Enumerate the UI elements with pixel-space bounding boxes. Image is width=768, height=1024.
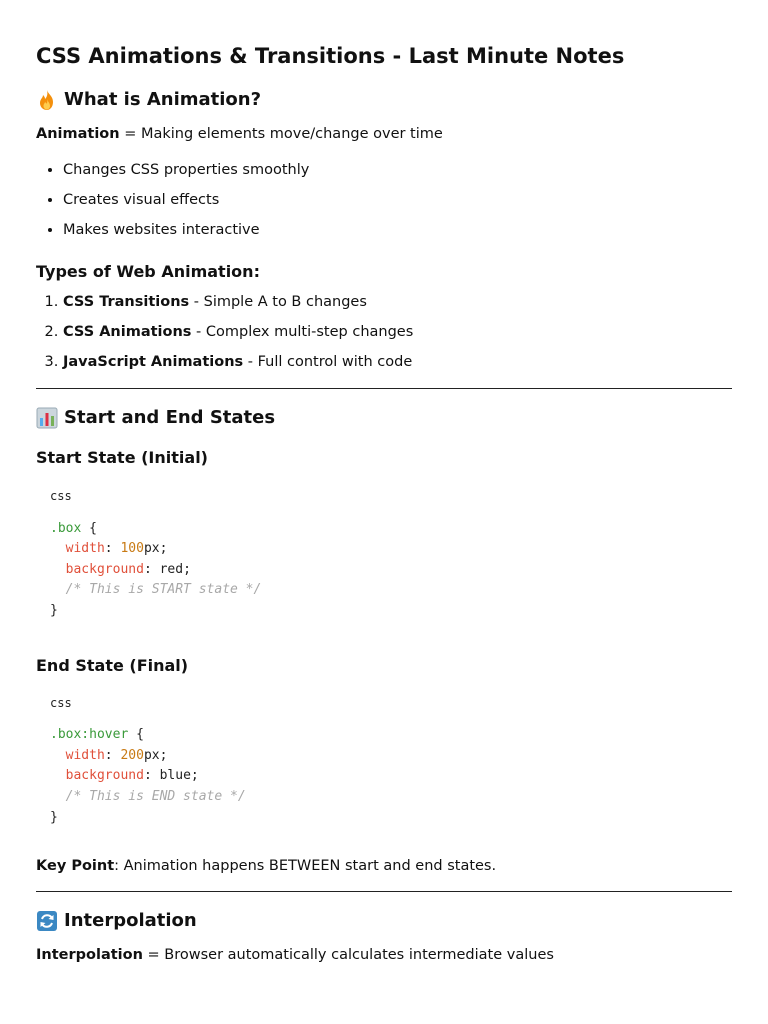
code-token: px; bbox=[143, 541, 168, 557]
code-token: { bbox=[81, 520, 97, 536]
code-token: : bbox=[104, 541, 121, 557]
key-point bbox=[36, 856, 732, 876]
list-item: • Makes websites interactive bbox=[63, 220, 732, 240]
type-term: CSS Animations bbox=[63, 324, 192, 340]
types-heading: Types of Web Animation: bbox=[36, 262, 260, 281]
code-token: px; bbox=[143, 747, 168, 763]
list-item bbox=[63, 352, 732, 372]
code-value: red; bbox=[151, 561, 191, 577]
interpolation-definition bbox=[36, 945, 732, 965]
animation-bullet-list bbox=[36, 160, 732, 240]
list-item: • Changes CSS properties smoothly bbox=[63, 160, 732, 180]
animation-definition bbox=[36, 124, 732, 144]
code-property: background bbox=[65, 561, 144, 577]
code-token: : bbox=[104, 747, 121, 763]
definition-term: Animation bbox=[36, 126, 120, 142]
code-content bbox=[50, 725, 732, 828]
code-language: css bbox=[50, 489, 72, 503]
key-point-term: Key Point bbox=[36, 858, 115, 875]
page-title: CSS Animations & Transitions - Last Minute Notes bbox=[36, 44, 625, 68]
section-heading-animation bbox=[36, 88, 732, 112]
list-item bbox=[63, 292, 732, 312]
start-code-block bbox=[36, 486, 732, 622]
key-point-text: : Animation happens BETWEEN start and end states. bbox=[114, 858, 497, 875]
code-value: blue; bbox=[151, 768, 199, 784]
code-number: 100 bbox=[120, 541, 144, 557]
code-property: width bbox=[65, 541, 105, 557]
section-heading-interpolation bbox=[36, 909, 732, 933]
code-selector: .box:hover bbox=[50, 727, 129, 743]
code-comment: /* This is END state */ bbox=[65, 788, 246, 804]
types-list bbox=[36, 292, 732, 372]
code-language: css bbox=[50, 695, 72, 710]
type-text: - Full control with code bbox=[243, 354, 413, 370]
code-number: 200 bbox=[120, 747, 144, 763]
code-comment: /* This is START state */ bbox=[65, 582, 262, 598]
section-heading-states bbox=[36, 406, 732, 430]
divider bbox=[36, 388, 732, 389]
code-property: width bbox=[65, 747, 105, 763]
refresh-icon bbox=[36, 910, 58, 932]
type-term: JavaScript Animations bbox=[63, 354, 244, 370]
end-state-heading: End State (Final) bbox=[36, 655, 189, 675]
definition-text: = Browser automatically calculates intermediate values bbox=[142, 947, 554, 964]
divider bbox=[36, 891, 732, 892]
end-code-block bbox=[36, 693, 732, 829]
code-content bbox=[50, 519, 732, 622]
list-item: • Creates visual effects bbox=[63, 190, 732, 210]
definition-text: = Making elements move/change over time bbox=[119, 126, 443, 142]
list-item bbox=[63, 322, 732, 342]
section-heading-label: Interpolation bbox=[64, 910, 197, 932]
definition-term: Interpolation bbox=[36, 947, 143, 964]
fire-icon bbox=[36, 89, 58, 111]
start-state-heading: Start State (Initial) bbox=[36, 448, 208, 467]
type-text: - Simple A to B changes bbox=[189, 294, 367, 310]
code-token: { bbox=[128, 727, 144, 743]
type-term: CSS Transitions bbox=[63, 294, 190, 310]
code-token: } bbox=[50, 809, 58, 825]
section-heading-label: What is Animation? bbox=[64, 89, 262, 110]
code-token: : bbox=[143, 561, 152, 577]
code-selector: .box bbox=[50, 520, 82, 536]
bar-chart-icon bbox=[36, 407, 58, 429]
section-heading-label: Start and End States bbox=[64, 407, 276, 428]
code-token: : bbox=[143, 768, 152, 784]
code-property: background bbox=[65, 768, 144, 784]
code-token: } bbox=[50, 602, 58, 618]
type-text: - Complex multi-step changes bbox=[191, 324, 414, 340]
